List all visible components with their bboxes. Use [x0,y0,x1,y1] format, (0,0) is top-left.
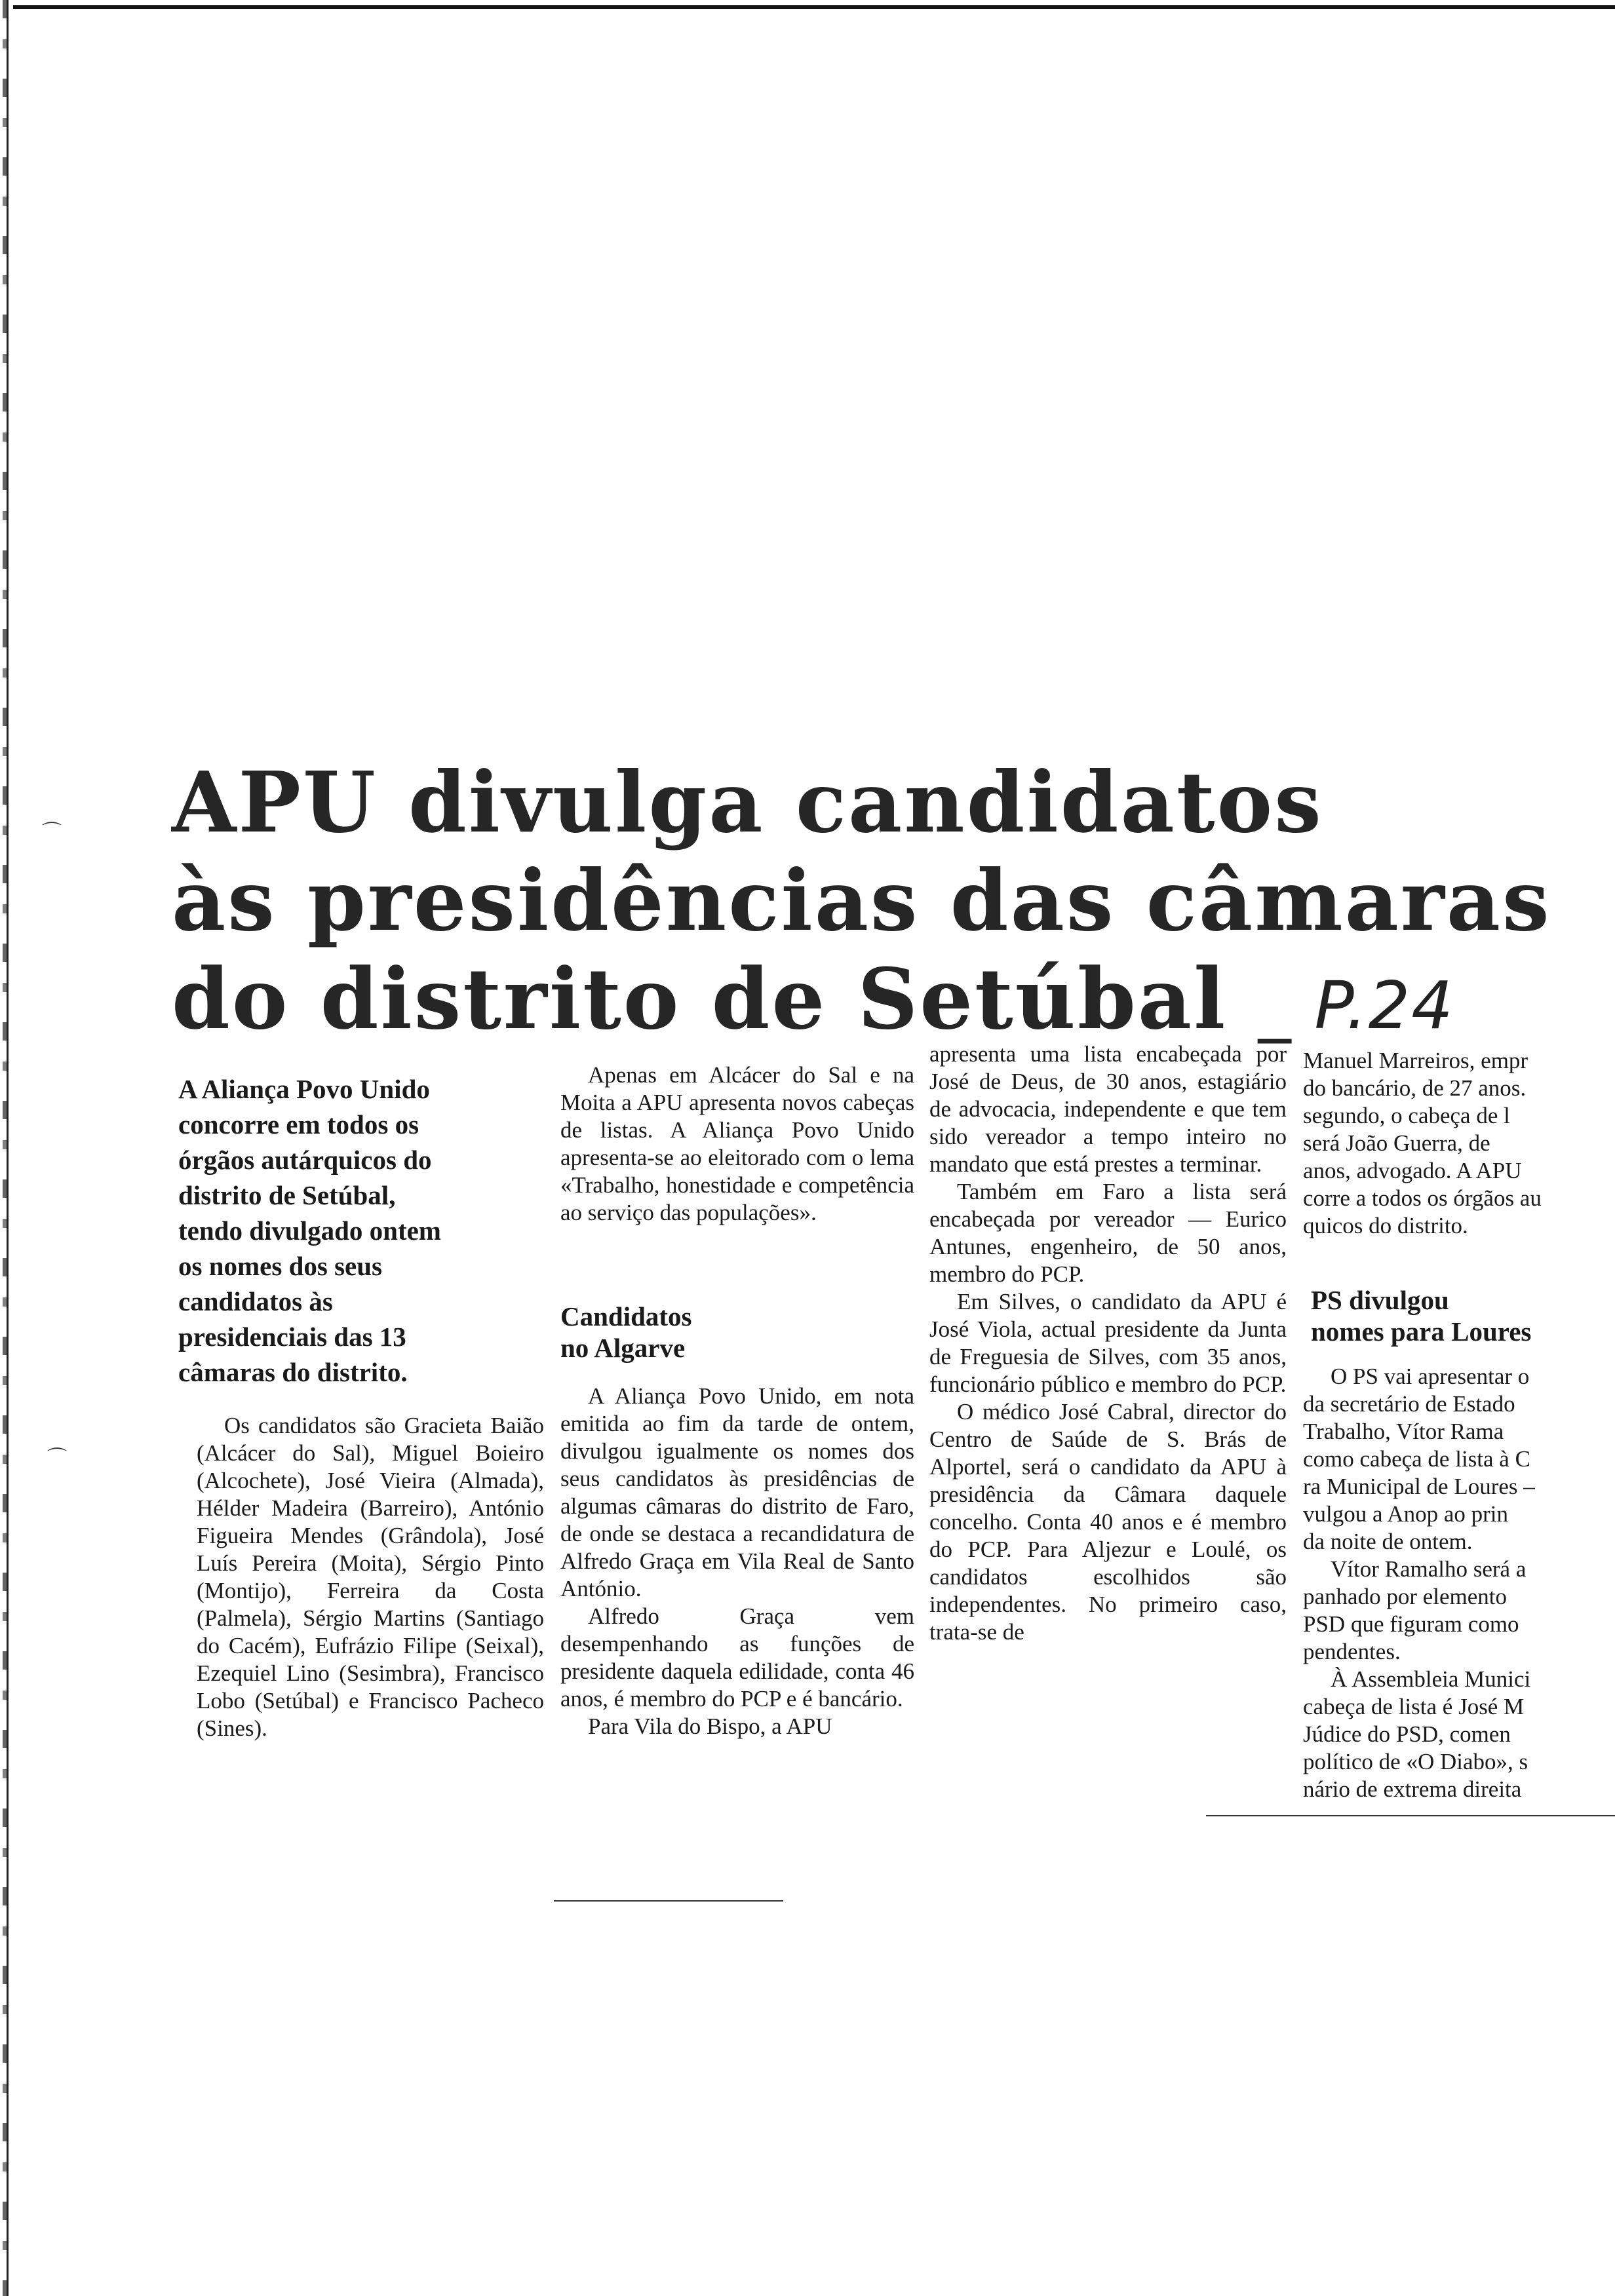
column-1-body [197,1412,544,1742]
lead-line: distrito de Setúbal, [178,1180,396,1210]
text-line: do bancário, de 27 anos. [1303,1075,1527,1101]
text-line: O PS vai apresentar o [1331,1364,1530,1389]
paragraph: Para Vila do Bispo, a APU [588,1713,832,1739]
paragraph: Em Silves, o candidato da APU é José Viola, actual presidente da Junta de Freguesia de Silves, com 35 anos, funcionário público e membro do PCP. [929,1289,1287,1397]
scan-left-border [7,0,9,2296]
lead-line: câmaras do distrito. [178,1357,408,1387]
scan-speck: ⌒ [47,1447,67,1470]
subhead-algarve [560,1301,692,1364]
lead-line: concorre em todos os [178,1109,419,1139]
text-line: será João Guerra, de [1303,1130,1490,1156]
subhead-line: nomes para Loures [1311,1316,1532,1347]
text-line: panhado por elemento [1303,1584,1508,1609]
lead-line: presidenciais das 13 [178,1322,406,1352]
column-4-end-rule [1206,1815,1615,1816]
text-line: segundo, o cabeça de l [1303,1103,1510,1128]
handwritten-page-note: _ P.24 [1258,967,1454,1044]
text-line: Vítor Ramalho será a [1331,1556,1527,1582]
article-lead [178,1071,506,1390]
headline-line-3 [172,950,1614,1055]
text-line: da noite de ontem. [1303,1529,1473,1554]
lead-line: candidatos às [178,1286,333,1316]
paragraph: Os candidatos são Gracieta Baião (Alcácer do Sal), Miguel Boieiro (Alcochete), José Vieira (Almada), Hélder Madeira (Barreiro), António Figueira Mendes (Grândola), José Luís Pereira (Moita), Sérgio Pinto (Montijo), Ferreira da Costa (Palmela), Sérgio Martins (Santiago do Cacém), Eufrázio Filipe (Seixal), Ezequiel Lino (Sesimbra), Francisco Lobo (Setúbal) e Francisco Pacheco (Sines). [197,1413,544,1741]
text-line: Júdice do PSD, comen [1303,1721,1511,1747]
text-line: PSD que figuram como [1303,1611,1519,1637]
paragraph: A Aliança Povo Unido, em nota emitida ao fim da tarde de ontem, divulgou igualmente os nomes dos seus candidatos às presidências de algumas câmaras do distrito de Faro, de onde se destaca a recandidatura de Alfredo Graça em Vila Real de Santo António. [560,1383,914,1601]
text-line: Manuel Marreiros, empr [1303,1048,1528,1073]
subhead-line: no Algarve [560,1333,686,1363]
lead-line: os nomes dos seus [178,1251,382,1281]
paragraph: Apenas em Alcácer do Sal e na Moita a APU apresenta novos cabeças de listas. A Aliança Povo Unido apresenta-se ao eleitorado com o lema «Trabalho, honestidade e competência ao serviço das populações». [560,1062,914,1225]
text-line: vulgou a Anop ao prin [1303,1501,1509,1527]
column-4-top [1303,1047,1615,1240]
paragraph: Alfredo Graça vem desempenhando as funções de presidente daquela edilidade, conta 46 anos, é membro do PCP e é bancário. [560,1603,914,1712]
headline-line-3-text: do distrito de Setúbal [172,950,1228,1048]
text-line: Trabalho, Vítor Rama [1303,1419,1504,1444]
column-2-intro [560,1062,914,1227]
text-line: cabeça de lista é José M [1303,1694,1525,1719]
subhead-line: PS divulgou [1311,1285,1449,1315]
subhead-line: Candidatos [560,1301,692,1331]
subhead-loures [1311,1284,1531,1347]
article-headline [172,754,1614,1055]
paragraph: Também em Faro a lista será encabeçada por vereador — Eurico Antunes, engenheiro, de 50 anos, membro do PCP. [929,1179,1287,1287]
scan-speck: ⌒ [42,821,62,844]
headline-line-2: às presidências das câmaras [172,852,1551,949]
text-line: À Assembleia Munici [1331,1666,1531,1692]
column-4-bottom [1303,1363,1615,1803]
lead-line: órgãos autárquicos do [178,1145,432,1175]
column-2-body [560,1383,914,1740]
top-border-line [13,5,1615,9]
text-line: anos, advogado. A APU [1303,1158,1522,1183]
lead-line: tendo divulgado ontem [178,1215,441,1246]
text-line: nário de extrema direita [1303,1776,1522,1802]
text-line: quicos do distrito. [1303,1213,1468,1238]
paragraph: apresenta uma lista encabeçada por José de Deus, de 30 anos, estagiário de advocacia, independente e que tem sido vereador a tempo inteiro no mandato que está prestes a terminar. [929,1041,1287,1177]
text-line: político de «O Diabo», s [1303,1749,1528,1774]
text-line: da secretário de Estado [1303,1391,1515,1417]
text-line: pendentes. [1303,1639,1401,1664]
lead-line: A Aliança Povo Unido [178,1074,430,1104]
paragraph: O médico José Cabral, director do Centro de Saúde de S. Brás de Alportel, será o candidato da APU à presidência da Câmara daquele concelho. Conta 40 anos e é membro do PCP. Para Aljezur e Loulé, os candidatos escolhidos são independentes. No primeiro caso, trata-se de [929,1399,1287,1645]
headline-line-1: APU divulga candidatos [172,754,1323,851]
column-2-end-rule [554,1900,783,1902]
text-line: ra Municipal de Loures – [1303,1474,1535,1499]
text-line: corre a todos os órgãos au [1303,1185,1542,1211]
column-3-body [929,1041,1287,1646]
text-line: como cabeça de lista à C [1303,1446,1530,1472]
